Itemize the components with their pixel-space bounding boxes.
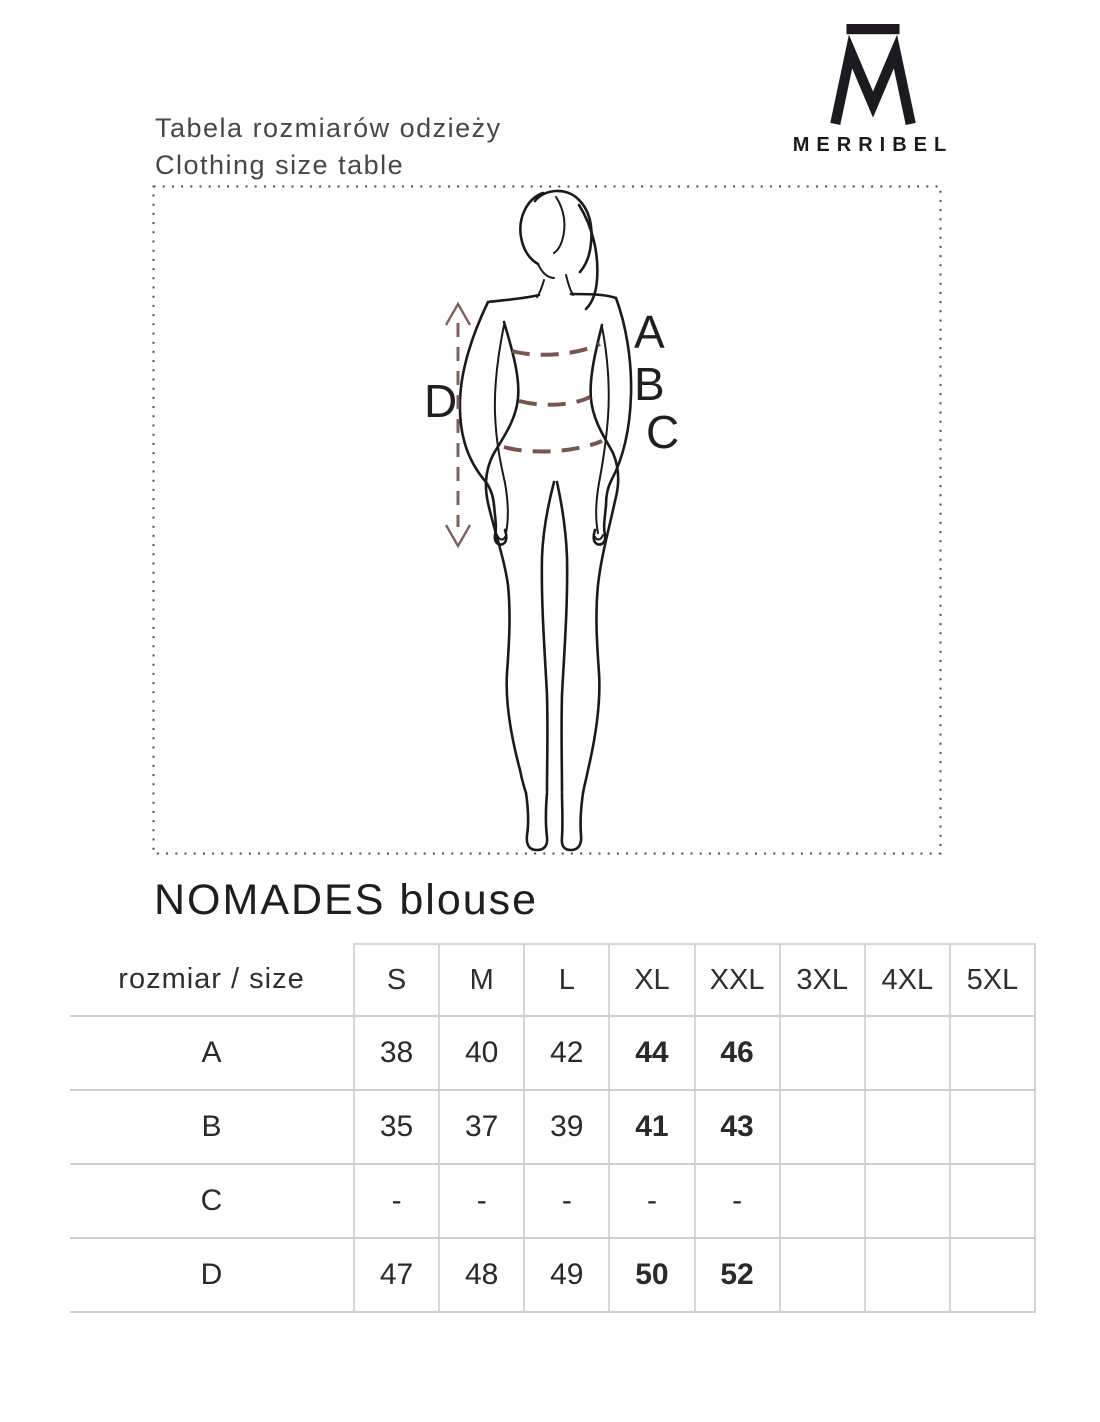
cell-d-3xl xyxy=(780,1238,865,1312)
cell-c-s: - xyxy=(354,1164,439,1238)
waist-line-b xyxy=(519,397,590,405)
table-row-b xyxy=(70,1090,1035,1164)
diagram-label-d: D xyxy=(424,375,458,427)
cell-a-xl: 44 xyxy=(609,1016,694,1090)
cell-d-xl: 50 xyxy=(609,1238,694,1312)
cell-c-xl: - xyxy=(609,1164,694,1238)
size-table xyxy=(70,943,1036,1313)
cell-c-4xl xyxy=(865,1164,950,1238)
page-title-en: Clothing size table xyxy=(155,150,405,181)
column-header-xl: XL xyxy=(609,944,694,1016)
row-label-c: C xyxy=(70,1164,354,1238)
row-label-b: B xyxy=(70,1090,354,1164)
cell-c-3xl xyxy=(780,1164,865,1238)
arrow-up-icon xyxy=(446,304,470,325)
column-header-4xl: 4XL xyxy=(865,944,950,1016)
diagram-label-c: C xyxy=(646,406,680,458)
cell-d-5xl xyxy=(950,1238,1035,1312)
measurement-lines xyxy=(446,304,602,546)
cell-a-l: 42 xyxy=(524,1016,609,1090)
cell-d-s: 47 xyxy=(354,1238,439,1312)
cell-b-3xl xyxy=(780,1090,865,1164)
cell-c-xxl: - xyxy=(695,1164,780,1238)
table-row-c xyxy=(70,1164,1035,1238)
page-heading xyxy=(155,110,502,185)
column-header-3xl: 3XL xyxy=(780,944,865,1016)
cell-d-l: 49 xyxy=(524,1238,609,1312)
row-label-a: A xyxy=(70,1016,354,1090)
arrow-down-icon xyxy=(446,525,470,546)
cell-a-xxl: 46 xyxy=(695,1016,780,1090)
cell-c-l: - xyxy=(524,1164,609,1238)
cell-d-4xl xyxy=(865,1238,950,1312)
cell-a-s: 38 xyxy=(354,1016,439,1090)
logo-m-letter xyxy=(835,52,910,124)
cell-a-4xl xyxy=(865,1016,950,1090)
table-row-a xyxy=(70,1016,1035,1090)
row-label-d: D xyxy=(70,1238,354,1312)
cell-b-m: 37 xyxy=(439,1090,524,1164)
cell-c-m: - xyxy=(439,1164,524,1238)
brand-name: MERRIBEL xyxy=(792,134,954,156)
cell-a-5xl xyxy=(950,1016,1035,1090)
column-header-l: L xyxy=(524,944,609,1016)
cell-d-xxl: 52 xyxy=(695,1238,780,1312)
brand-logo xyxy=(788,24,958,157)
cell-b-l: 39 xyxy=(524,1090,609,1164)
bust-line-a xyxy=(512,344,600,355)
measurement-diagram xyxy=(152,185,942,855)
cell-d-m: 48 xyxy=(439,1238,524,1312)
column-header-s: S xyxy=(354,944,439,1016)
cell-a-3xl xyxy=(780,1016,865,1090)
cell-b-5xl xyxy=(950,1090,1035,1164)
cell-b-4xl xyxy=(865,1090,950,1164)
cell-c-5xl xyxy=(950,1164,1035,1238)
page-title-pl: Tabela rozmiarów odzieży xyxy=(155,113,502,143)
column-header-5xl: 5XL xyxy=(950,944,1035,1016)
product-title: NOMADES blouse xyxy=(154,876,539,924)
logo-macron-bar xyxy=(846,24,899,34)
diagram-label-b: B xyxy=(634,358,665,410)
cell-b-s: 35 xyxy=(354,1090,439,1164)
body-figure-sketch xyxy=(460,191,631,850)
table-row-d xyxy=(70,1238,1035,1312)
cell-b-xl: 41 xyxy=(609,1090,694,1164)
diagram-label-a: A xyxy=(634,306,665,358)
column-header-xxl: XXL xyxy=(695,944,780,1016)
size-table-corner-label: rozmiar / size xyxy=(70,944,354,1016)
hip-line-c xyxy=(504,441,602,452)
cell-a-m: 40 xyxy=(439,1016,524,1090)
merribel-logo-icon xyxy=(829,24,917,126)
table-header-row xyxy=(70,944,1035,1016)
column-header-m: M xyxy=(439,944,524,1016)
cell-b-xxl: 43 xyxy=(695,1090,780,1164)
